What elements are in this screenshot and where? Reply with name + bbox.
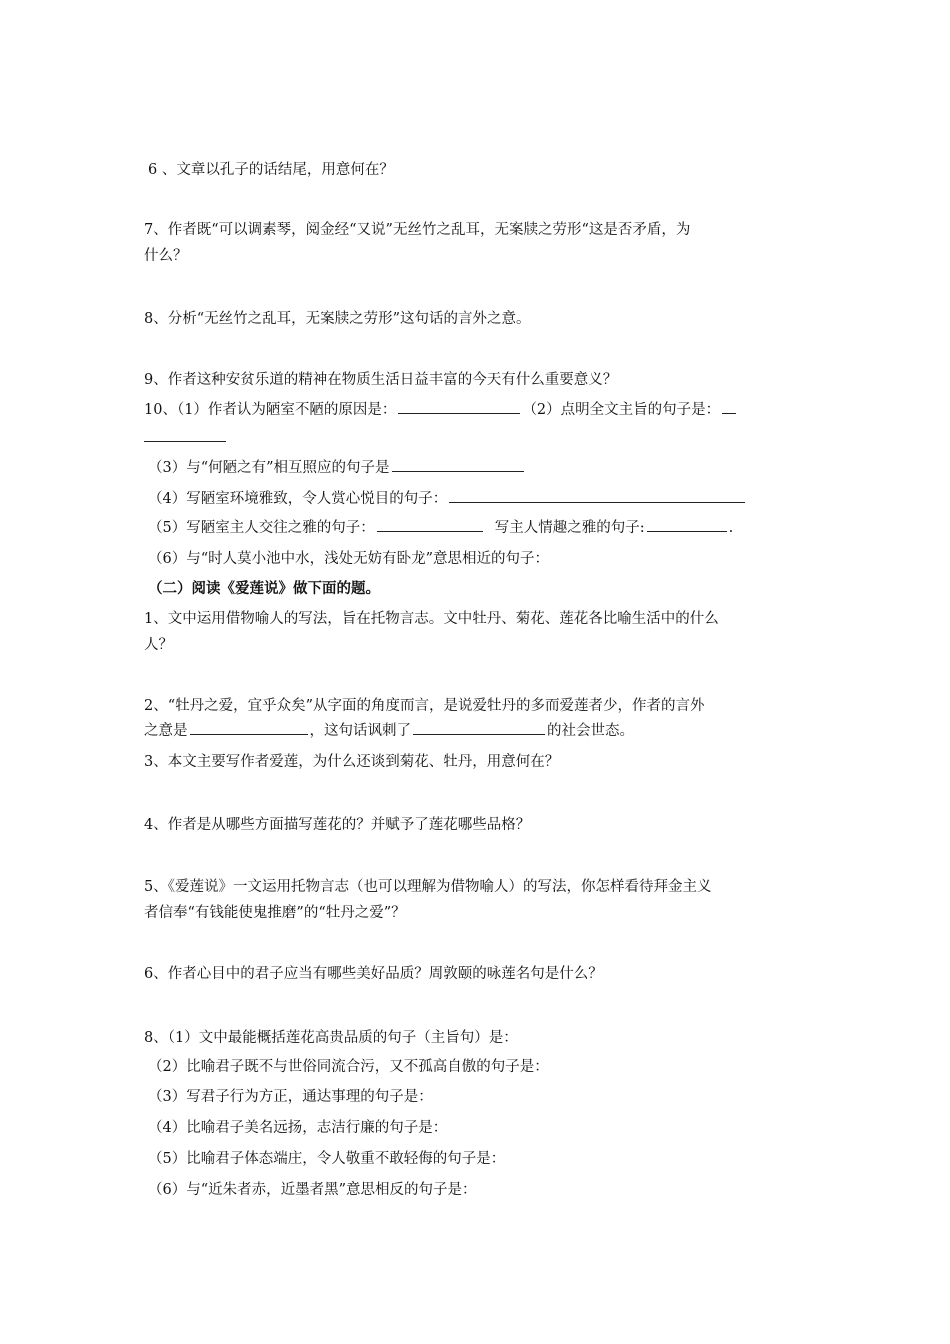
question-7-line-2: 什么？ xyxy=(144,248,188,264)
sub-question-text: 写主人情趣之雅的句子: xyxy=(494,520,645,536)
question-10-sub-5 xyxy=(148,515,812,541)
lotus-question-2-line-2 xyxy=(144,718,812,744)
lotus-question-4: 4、作者是从哪些方面描写莲花的？并赋予了莲花哪些品格？ xyxy=(144,817,531,833)
lotus-question-6: 6、作者心目中的君子应当有哪些美好品质？周敦颐的咏莲名句是什么？ xyxy=(144,966,603,982)
question-10-line-2 xyxy=(144,425,812,451)
lotus-question-2-line-1: 2、“牡丹之爱，宜乎众矣”从字面的角度而言，是说爱牡丹的多而爱莲者少，作者的言外 xyxy=(144,698,705,714)
answer-blank xyxy=(392,456,524,472)
sub-question-text: （4）写陋室环境雅致，令人赏心悦目的句子： xyxy=(148,491,448,507)
lotus-question-8-sub-2: （2）比喻君子既不与世俗同流合污，又不孤高自傲的句子是： xyxy=(148,1059,549,1075)
answer-blank xyxy=(398,398,520,414)
question-7-line-1: 7、作者既“可以调素琴，阅金经“又说”无丝竹之乱耳，无案牍之劳形“这是否矛盾，为 xyxy=(144,222,691,238)
question-9: 9、作者这种安贫乐道的精神在物质生活日益丰富的今天有什么重要意义？ xyxy=(144,372,618,388)
question-10-part-2: （2）点明全文主旨的句子是： xyxy=(522,402,721,418)
question-10-part-1: 10、（1）作者认为陋室不陋的原因是： xyxy=(144,402,397,418)
question-10-line-1 xyxy=(144,397,812,423)
sub-question-text: （5）写陋室主人交往之雅的句子： xyxy=(148,520,375,536)
question-10-sub-4 xyxy=(148,486,812,512)
question-10-sub-3 xyxy=(148,455,812,481)
question-text: ，这句话讽刺了 xyxy=(309,723,411,739)
lotus-question-8-sub-4: （4）比喻君子美名远扬，志洁行廉的句子是： xyxy=(148,1120,448,1136)
period: . xyxy=(728,520,734,536)
lotus-question-1-line-1: 1、文中运用借物喻人的写法，旨在托物言志。文中牡丹、菊花、莲花各比喻生活中的什么 xyxy=(144,611,719,627)
lotus-question-3: 3、本文主要写作者爱莲，为什么还谈到菊花、牡丹，用意何在？ xyxy=(144,754,560,770)
section-2-heading: （二）阅读《爱莲说》做下面的题。 xyxy=(148,580,380,597)
lotus-question-1-line-2: 人？ xyxy=(144,637,173,653)
answer-blank xyxy=(647,516,727,532)
question-text: 之意是 xyxy=(144,723,188,739)
question-text: 的社会世态。 xyxy=(547,723,634,739)
lotus-question-8-sub-3: （3）写君子行为方正，通达事理的句子是： xyxy=(148,1089,433,1105)
answer-blank xyxy=(449,487,745,503)
question-10-sub-6: （6）与“时人莫小池中水，浅处无妨有卧龙”意思相近的句子： xyxy=(148,551,550,567)
sub-question-text: （3）与“何陋之有”相互照应的句子是 xyxy=(148,460,390,476)
question-8: 8、分析“无丝竹之乱耳，无案牍之劳形”这句话的言外之意。 xyxy=(144,311,531,327)
lotus-question-8-sub-5: （5）比喻君子体态端庄，令人敬重不敢轻侮的句子是： xyxy=(148,1151,506,1167)
answer-blank xyxy=(722,398,736,414)
lotus-question-8-sub-6: （6）与“近朱者赤，近墨者黑”意思相反的句子是： xyxy=(148,1182,477,1198)
lotus-question-5-line-1: 5、《爱莲说》一文运用托物言志（也可以理解为借物喻人）的写法，你怎样看待拜金主义 xyxy=(144,879,712,895)
answer-blank xyxy=(377,516,483,532)
answer-blank xyxy=(190,719,308,735)
question-6: 6 、文章以孔子的话结尾，用意何在？ xyxy=(148,162,394,178)
lotus-question-5-line-2: 者信奉“有钱能使鬼推磨”的“牡丹之爱”？ xyxy=(144,905,406,921)
lotus-question-8-sub-1: 8、（1）文中最能概括莲花高贵品质的句子（主旨句）是： xyxy=(144,1030,518,1046)
answer-blank xyxy=(144,426,226,442)
answer-blank xyxy=(413,719,545,735)
